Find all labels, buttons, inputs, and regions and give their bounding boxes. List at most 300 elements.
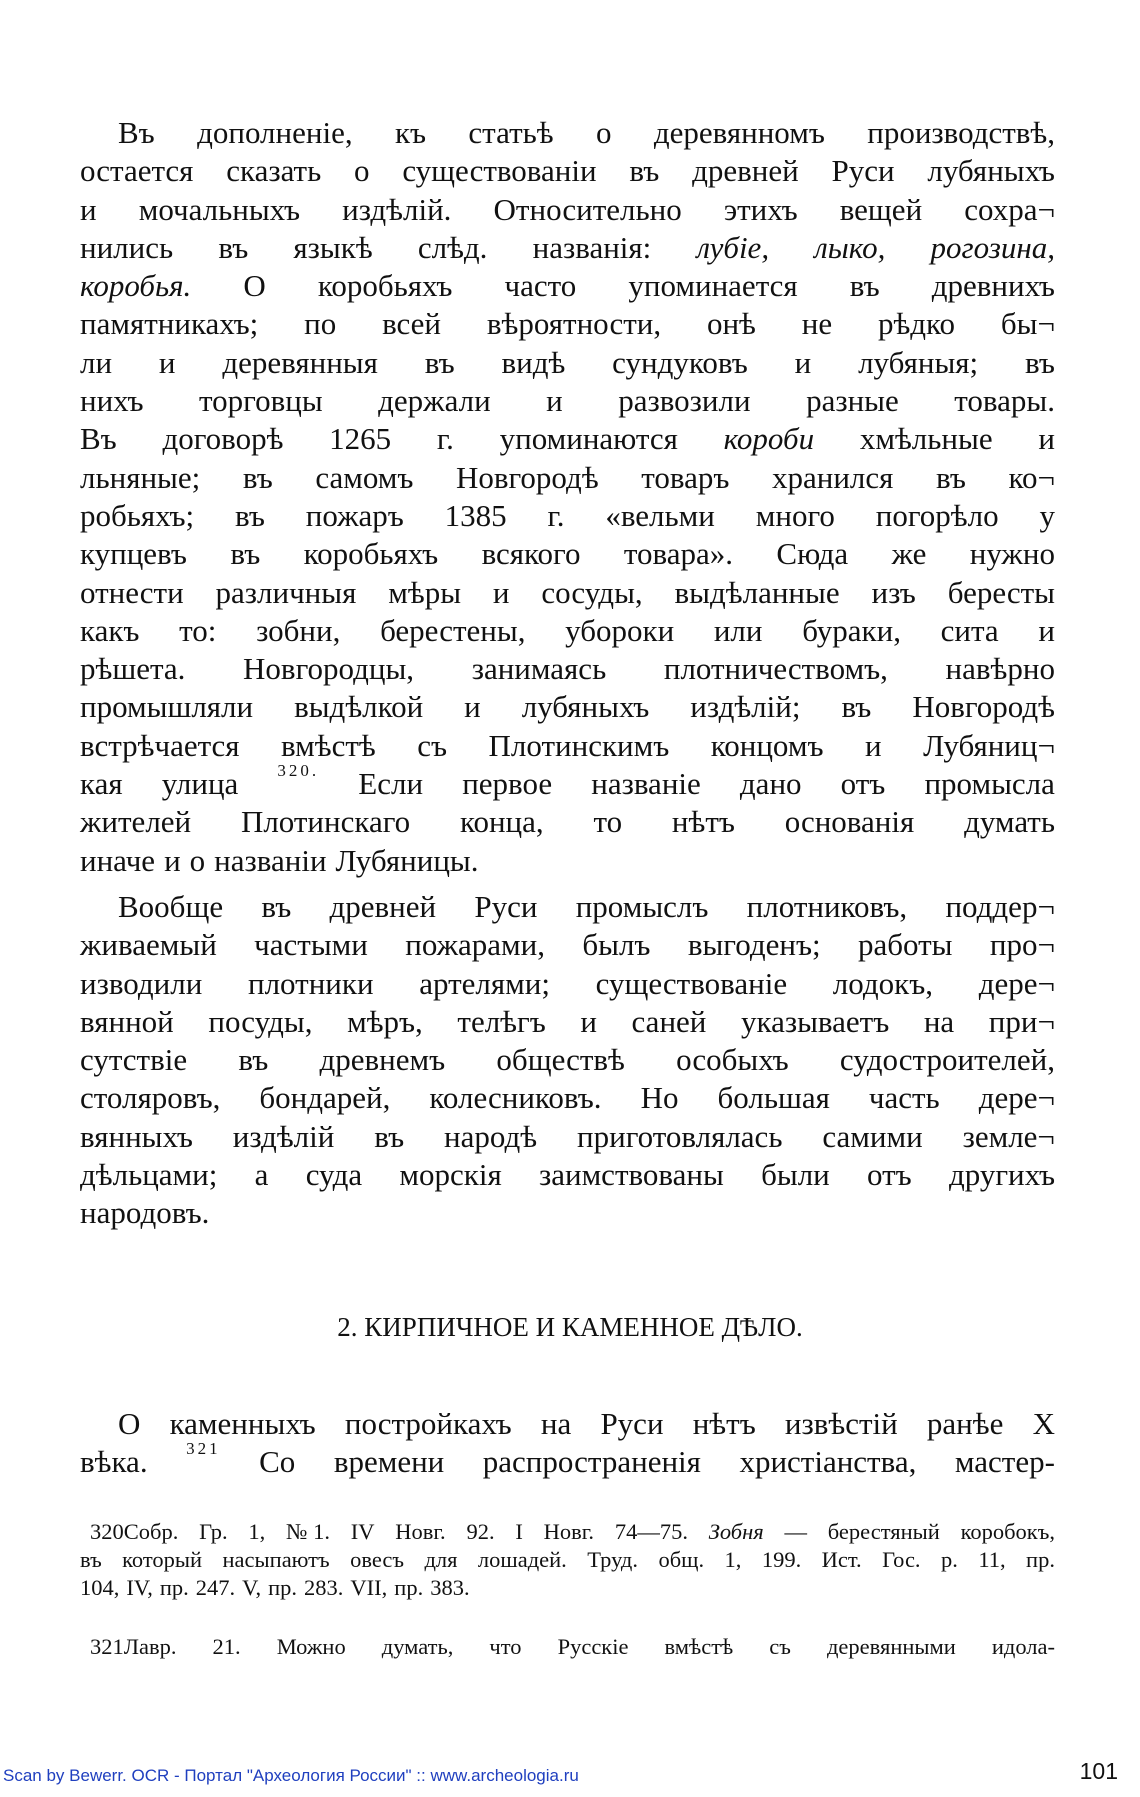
word: 320Собр. [90, 1519, 179, 1544]
word: и [1038, 421, 1055, 457]
word: суда [305, 1157, 363, 1193]
word: жителей [80, 804, 192, 840]
word: который [122, 1547, 203, 1572]
word: рѣдко [877, 306, 956, 342]
text-line [80, 497, 1055, 535]
word: улица [161, 766, 239, 802]
word: Ист. [821, 1547, 862, 1572]
word: дере¬ [978, 1080, 1055, 1116]
word: погорѣло [875, 497, 999, 533]
word: иначе [80, 842, 156, 878]
word: г. [547, 497, 565, 533]
word: работы [857, 927, 953, 963]
word: льняные; [80, 459, 201, 495]
word: товары. [954, 383, 1055, 419]
word: деревянными [826, 1634, 956, 1659]
word: Вообще [118, 889, 224, 924]
word: 321Лавр. [90, 1634, 177, 1659]
word: народѣ [444, 1118, 538, 1154]
word: древней [329, 889, 437, 924]
word: въ [261, 889, 292, 924]
word: и [865, 727, 882, 763]
word: пр. [394, 1575, 424, 1600]
word: древнихъ [931, 268, 1055, 304]
word: выдѣланные [674, 574, 840, 610]
text-line [80, 688, 1055, 726]
word: а [254, 1157, 269, 1193]
italic-term: лыко, [814, 229, 886, 265]
word: 1, [724, 1547, 742, 1572]
word: живаемый [80, 927, 217, 963]
word: морскія [399, 1157, 502, 1193]
word: упоминается [628, 268, 798, 304]
word: плотники [248, 965, 374, 1001]
text-line [80, 1003, 1055, 1041]
word: поддер¬ [945, 889, 1055, 924]
text-line [80, 1439, 1055, 1481]
word: и [580, 1003, 597, 1039]
word: что [489, 1634, 522, 1659]
word: съ [417, 727, 448, 763]
text-line [80, 842, 1055, 880]
word: промышляли [80, 689, 254, 725]
word: 92. [466, 1519, 495, 1544]
word: въ [849, 268, 880, 304]
word: бересты [947, 574, 1055, 610]
word: вещей [839, 191, 923, 227]
word: кая [80, 766, 123, 802]
word: IV, [126, 1575, 153, 1600]
word: Можно [276, 1634, 346, 1659]
word: развозили [618, 383, 751, 419]
word: Гр. [199, 1519, 228, 1544]
text-line [80, 114, 1055, 152]
word: г. [436, 421, 454, 457]
word: I [515, 1519, 523, 1544]
word: памятникахъ; [80, 306, 259, 342]
word: Лубяницы. [335, 842, 479, 878]
footnote-ref-321: 321 [186, 1439, 221, 1459]
text-line [80, 1041, 1055, 1079]
word: обществѣ [496, 1042, 625, 1078]
word: Руси [831, 153, 895, 189]
word: отъ [867, 1157, 912, 1193]
word: извѣстій [784, 1406, 898, 1441]
word: Лубяниц¬ [923, 727, 1055, 763]
text-line [80, 459, 1055, 497]
word: онѣ [706, 306, 756, 342]
text-line [80, 1156, 1055, 1194]
word: дано [739, 766, 802, 802]
text-line [80, 229, 1055, 267]
word: въ [374, 1118, 405, 1154]
paragraph-3 [80, 1405, 1055, 1482]
paragraph-1 [80, 114, 1055, 880]
word: IV [350, 1519, 375, 1544]
word: концомъ [710, 727, 824, 763]
word: Новгородѣ [455, 459, 599, 495]
word: въ [242, 459, 273, 495]
word: издѣлій. [342, 191, 452, 227]
word: коробьяхъ [303, 536, 439, 572]
word: вянной [80, 1003, 174, 1039]
paragraph-2 [80, 888, 1055, 1233]
word: въ [1025, 344, 1055, 380]
word: артелями; [419, 965, 550, 1001]
word: плотниковъ, [746, 889, 908, 924]
word: про¬ [989, 927, 1055, 963]
word: постройкахъ [344, 1406, 512, 1441]
word: мѣры [388, 574, 462, 610]
italic-term: Зобня [708, 1519, 764, 1544]
word: различныя [215, 574, 357, 610]
word: коробокъ, [960, 1519, 1055, 1544]
word: берестены, [380, 612, 526, 648]
word: мочальныхъ [138, 191, 301, 227]
word: Руси [600, 1406, 664, 1441]
word: самомъ [315, 459, 414, 495]
word: договорѣ [162, 421, 284, 457]
word: — [784, 1519, 808, 1544]
word: нились [80, 229, 174, 265]
word: христіанства, [739, 1444, 917, 1480]
word: къ [394, 115, 427, 150]
word: пр. [1026, 1547, 1055, 1572]
word: сутствіе [80, 1042, 188, 1078]
word: другихъ [948, 1157, 1055, 1193]
word: въ [841, 689, 872, 725]
text-line [80, 965, 1055, 1003]
word: столяровъ, [80, 1080, 221, 1116]
word: изводили [80, 965, 203, 1001]
word: 1, [248, 1519, 266, 1544]
footnote-320 [80, 1518, 1055, 1602]
word: древнемъ [319, 1042, 446, 1078]
word: нужно [969, 536, 1055, 572]
word: и [464, 689, 481, 725]
footnote-321 [80, 1633, 1055, 1661]
word: держали [378, 383, 491, 419]
text-line [80, 1405, 1055, 1443]
word: существованіе [595, 965, 788, 1001]
word: № 1. [285, 1519, 330, 1544]
word: приготовлялась [577, 1118, 783, 1154]
word: дѣльцами; [80, 1157, 218, 1193]
word: 247. [195, 1575, 236, 1600]
word: времени [333, 1444, 445, 1480]
word: р. [941, 1547, 958, 1572]
word: X [1032, 1406, 1055, 1441]
text-line [80, 305, 1055, 343]
word: лубяныя; [858, 344, 979, 380]
word: издѣлій [232, 1118, 335, 1154]
word: всякого [481, 536, 581, 572]
word: же [891, 536, 927, 572]
word: Труд. [587, 1547, 638, 1572]
word: сосуды, [541, 574, 643, 610]
word: конца, [459, 804, 544, 840]
text-line [80, 1118, 1055, 1156]
word: заимствованы [538, 1157, 724, 1193]
word: или [713, 612, 763, 648]
word: купцевъ [80, 536, 187, 572]
word: самими [822, 1118, 923, 1154]
text-line [80, 574, 1055, 612]
word: выгоденъ; [687, 927, 821, 963]
italic-term: лубіе, [696, 229, 770, 265]
text-line [80, 888, 1055, 926]
word: Новг. [395, 1519, 446, 1544]
text-line [80, 727, 1055, 765]
text-line [80, 761, 1055, 803]
word: Сюда [776, 536, 849, 572]
word: О [243, 268, 266, 304]
word: вмѣстѣ [281, 727, 376, 763]
text-line [80, 926, 1055, 964]
word: промысла [924, 766, 1055, 802]
word: пр. [159, 1575, 189, 1600]
word: сита [940, 612, 999, 648]
text-line [80, 152, 1055, 190]
word: пожарами, [405, 927, 545, 963]
word: въ [230, 536, 261, 572]
footnote-line [80, 1518, 1055, 1546]
italic-term: короби [723, 421, 815, 457]
word: былъ [582, 927, 651, 963]
word: убороки [565, 612, 675, 648]
footnote-line [80, 1546, 1055, 1574]
text-line [80, 420, 1055, 458]
word: лубяныхъ [927, 153, 1055, 189]
word: VII, [350, 1575, 388, 1600]
word: названіе [591, 766, 701, 802]
word: сундуковъ [612, 344, 748, 380]
word: этихъ [723, 191, 798, 227]
word: товара». [623, 536, 733, 572]
italic-term: коробья. [80, 268, 192, 304]
word: насыпаютъ [222, 1547, 330, 1572]
word: посуды, [208, 1003, 313, 1039]
word: частыми [254, 927, 368, 963]
word: по [304, 306, 337, 342]
word: на [923, 1003, 955, 1039]
word: не [801, 306, 833, 342]
word: и [164, 842, 181, 878]
word: основанія [784, 804, 915, 840]
word: въ [238, 1042, 269, 1078]
word: думать [964, 804, 1055, 840]
word: указываетъ [740, 1003, 890, 1039]
word: и [1038, 612, 1055, 648]
word: деревянныя [222, 344, 378, 380]
word: пр. [268, 1575, 298, 1600]
word: земле¬ [962, 1118, 1055, 1154]
word: упоминаются [499, 421, 678, 457]
word: промыслъ [575, 889, 709, 924]
word: лубяныхъ [521, 689, 650, 725]
word: 1385 [444, 497, 507, 533]
text-line [80, 612, 1055, 650]
word: колесниковъ. [429, 1080, 602, 1116]
word: сказать [226, 153, 322, 189]
word: лодокъ, [832, 965, 933, 1001]
word: дополненіе, [197, 115, 353, 150]
word: то: [179, 612, 217, 648]
word: бы¬ [1000, 306, 1055, 342]
footnote-line [80, 1574, 1055, 1602]
word: о [595, 115, 612, 150]
word: каменныхъ [169, 1406, 316, 1441]
word: Новгородцы, [243, 651, 415, 687]
word: зобни, [256, 612, 341, 648]
word: у [1039, 497, 1055, 533]
text-line [80, 1079, 1055, 1117]
word: мастер- [954, 1444, 1055, 1480]
word: при¬ [988, 1003, 1055, 1039]
word: вѣка. [80, 1444, 148, 1480]
word: навѣрно [945, 651, 1055, 687]
word: встрѣчается [80, 727, 240, 763]
word: лошадей. [477, 1547, 567, 1572]
word: отъ [840, 766, 886, 802]
word: товаръ [641, 459, 730, 495]
scan-credit-footer: Scan by Bewerr. OCR - Портал "Археология России" :: www.archeologia.ru [3, 1766, 579, 1785]
word: въ [935, 459, 966, 495]
word: вѣроятности, [486, 306, 662, 342]
word: съ [769, 1634, 791, 1659]
word: плотничествомъ, [663, 651, 888, 687]
word: Новгородѣ [912, 689, 1055, 725]
word: 104, [80, 1575, 120, 1600]
word: ко¬ [1008, 459, 1055, 495]
text-line [80, 650, 1055, 688]
footnote-line [80, 1633, 1055, 1661]
word: Если [358, 766, 424, 802]
word: языкѣ [293, 229, 373, 265]
word: и [80, 191, 97, 227]
word: первое [462, 766, 553, 802]
word: выдѣлкой [294, 689, 424, 725]
word: и [158, 344, 176, 380]
word: особыхъ [676, 1042, 789, 1078]
word: то [593, 804, 623, 840]
word: хранился [771, 459, 894, 495]
word: коробьяхъ [317, 268, 453, 304]
word: и [794, 344, 812, 380]
word: 21. [212, 1634, 241, 1659]
word: часть [868, 1080, 940, 1116]
word: V, [242, 1575, 262, 1600]
word: мѣръ, [347, 1003, 423, 1039]
word: Руси [474, 889, 538, 924]
text-line [80, 267, 1055, 305]
word: судостроителей, [839, 1042, 1055, 1078]
word: 74—75. [614, 1519, 688, 1544]
word: названіи [214, 842, 327, 878]
word: торговцы [199, 383, 323, 419]
word: телѣгъ [457, 1003, 546, 1039]
word: и [546, 383, 563, 419]
word: были [761, 1157, 830, 1193]
word: видѣ [501, 344, 566, 380]
word: въ [80, 1547, 102, 1572]
word: думать, [381, 1634, 454, 1659]
word: дере¬ [978, 965, 1055, 1001]
word: ранѣе [926, 1406, 1004, 1441]
text-line [80, 382, 1055, 420]
word: на [540, 1406, 572, 1441]
word: изъ [871, 574, 916, 610]
word: Въ [118, 115, 155, 150]
word: берестяный [827, 1519, 940, 1544]
word: большая [717, 1080, 830, 1116]
word: существованіи [402, 153, 597, 189]
word: 283. [304, 1575, 344, 1600]
word: Русскіе [557, 1634, 629, 1659]
word: въ [218, 229, 249, 265]
word: Новг. [543, 1519, 595, 1544]
word: нѣтъ [692, 1406, 756, 1441]
word: остается [80, 153, 194, 189]
word: 1265 [329, 421, 392, 457]
word: Относительно [493, 191, 682, 227]
word: статьѣ [468, 115, 554, 150]
text-line [80, 344, 1055, 382]
word: какъ [80, 612, 140, 648]
word: много [755, 497, 835, 533]
word: Въ [80, 421, 117, 457]
word: вмѣстѣ [664, 1634, 734, 1659]
text-line [80, 1194, 1055, 1232]
word: саней [631, 1003, 707, 1039]
text-line [80, 803, 1055, 841]
text-line [80, 191, 1055, 229]
section-heading: 2. КИРПИЧНОЕ И КАМЕННОЕ ДѢЛО. [337, 1312, 803, 1342]
word: распространенія [482, 1444, 701, 1480]
word: названія: [532, 229, 652, 265]
word: часто [504, 268, 577, 304]
word: 11, [978, 1547, 1006, 1572]
word: «вельми [605, 497, 715, 533]
footnote-ref-320: 320. [277, 761, 320, 781]
word: для [424, 1547, 458, 1572]
word: древней [692, 153, 799, 189]
text-line [80, 535, 1055, 573]
word: всей [382, 306, 442, 342]
word: и [492, 574, 510, 610]
word: о [189, 842, 206, 878]
word: идола- [991, 1634, 1055, 1659]
word: о [354, 153, 370, 189]
word: въ [629, 153, 660, 189]
word: вянныхъ [80, 1118, 193, 1154]
word: слѣд. [417, 229, 488, 265]
word: сохра¬ [964, 191, 1055, 227]
page-number: 101 [1079, 1758, 1118, 1784]
word: занимаясь [471, 651, 607, 687]
italic-term: рогозина, [930, 229, 1055, 265]
word: Но [640, 1080, 679, 1116]
word: 199. [761, 1547, 802, 1572]
word: отнести [80, 574, 184, 610]
word: Плотинскаго [240, 804, 411, 840]
word: разные [806, 383, 899, 419]
word: ли [80, 344, 113, 380]
word: Плотинскимъ [488, 727, 670, 763]
word: пожаръ [305, 497, 404, 533]
word: производствѣ, [867, 115, 1055, 150]
word: О [118, 1406, 141, 1441]
